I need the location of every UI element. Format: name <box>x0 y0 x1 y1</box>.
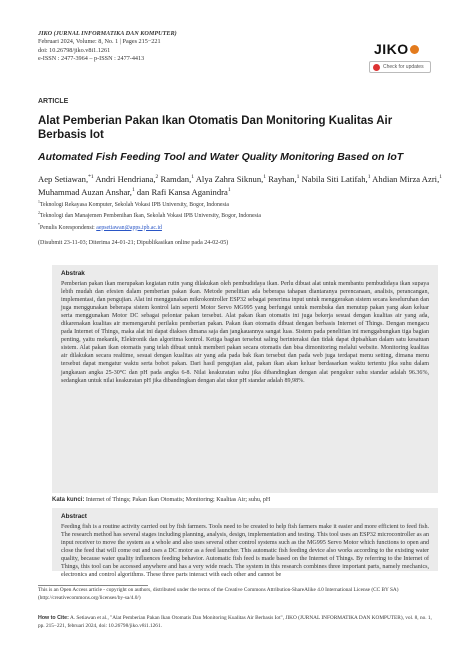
crossmark-icon <box>373 64 380 71</box>
affil-sup: 1 <box>38 200 40 204</box>
affil-text: Teknologi Rekayasa Komputer, Sekolah Vokasi IPB University, Bogor, Indonesia <box>39 201 229 208</box>
abstract-box <box>52 508 438 579</box>
author: Ramdan, <box>158 173 192 184</box>
author: Aep Setiawan, <box>38 173 89 184</box>
article-type-label: ARTICLE <box>38 98 69 105</box>
journal-name: JIKO (JURNAL INFORMATIKA DAN KOMPUTER) <box>38 30 177 37</box>
citation-note <box>38 615 438 630</box>
corresponding-author <box>38 221 448 232</box>
keywords-line <box>52 497 270 503</box>
submission-dates: (Disubmit 23-11-03; Diterima 24-01-21; Dipublikasikan online pada 24-02-05) <box>38 240 229 246</box>
check-updates-label: Check for updates <box>383 64 424 70</box>
logo-dot-icon <box>410 45 419 54</box>
affil-text: Teknologi dan Manajemen Pembenihan Ikan, Sekolah Vokasi IPB University, Bogor, Indonesia <box>39 213 262 220</box>
corr-label: Penulis Korespondensi: <box>39 224 97 231</box>
author-sup: 1 <box>263 174 267 180</box>
article-title-id: Alat Pemberian Pakan Ikan Otomatis Dan Monitoring Kualitas Air Berbasis Iot <box>38 115 393 141</box>
license-note: This is an Open Access article - copyright on authors, distributed under the terms of the Creative Commons Attribution-ShareAlike 4.0 International License (CC BY SA) (http://creativecommons.org/licenses/by-sa/4.0/) <box>38 587 399 601</box>
author-sup: 1 <box>367 174 371 180</box>
abstract-text: Feeding fish is a routine activity carried out by fish farmers. Tools need to be created to help fish farmers make it easier and more efficient to feed fish. The research method has several stages including planning, analysis, design, implementation and testing. This tool uses an ESP32 microcontroller as an input receiver to move the system as a whole and also uses several other control systems such as the MG995 Servo Motor which functions to open and close the feed that will come out and uses a DC motor as a feed launcher. This automatic fish feeding device also works according to the existing water quality, because water quality influences feeding behavior. Automatic fish feed is made based on the Internet of Things. By referring to the Internet of Things, this tool can be accessed anywhere and has a very wide reach. The system in this research combines three important parts, namely mechanics, electronics and control algorithms. These three parts interact with each other and cannot be <box>61 524 429 579</box>
author-sup: 1 <box>439 174 443 180</box>
affiliations <box>38 198 448 232</box>
journal-header <box>38 30 338 63</box>
author-sup: 1 <box>191 174 195 180</box>
author: Andri Hendriana, <box>93 173 156 184</box>
author: Rayhan, <box>266 173 297 184</box>
affiliation-2 <box>38 209 448 220</box>
author-list <box>38 172 448 199</box>
logo-area <box>374 41 440 73</box>
logo-text: JIKO <box>374 41 409 57</box>
corr-email-link[interactable]: aepsetiawan@apps.ipb.ac.id <box>96 224 162 231</box>
cite-label: How to Cite: <box>38 615 69 621</box>
journal-issn: e-ISSN : 2477-3964 – p-ISSN : 2477-4413 <box>38 54 145 62</box>
author: Nabila Siti Latifah, <box>299 173 368 184</box>
author-sup: 2 <box>155 174 159 180</box>
author: Muhammad Auzan Anshar, <box>38 187 132 198</box>
author-sup: 1 <box>131 187 135 194</box>
footnote-divider <box>38 585 148 586</box>
author: Alya Zahra Siknun, <box>194 173 264 184</box>
journal-issue: Februari 2024, Volume: 8, No. 1 | Pages 215−221 <box>38 38 161 46</box>
article-title-en: Automated Fish Feeding Tool and Water Quality Monitoring Based on IoT <box>38 151 404 163</box>
affiliation-1 <box>38 198 448 209</box>
author-sup: 1 <box>227 187 231 194</box>
author-sup: *1 <box>88 174 94 180</box>
abstract-title: Abstract <box>61 513 87 520</box>
keywords-label: Kata kunci: <box>52 497 85 503</box>
journal-doi[interactable]: doi: 10.26798/jiko.v8i1.1261 <box>38 46 111 54</box>
cite-text: A. Setiawan et al., "Alat Pemberian Pakan Ikan Otomatis Dan Monitoring Kualitas Air Berbasis Iot", JIKO (JURNAL INFORMATIKA DAN KOMPUTER), vol. 8, no. 1, pp. 215−221, februari 2024, doi: 10.26798/jiko.v8i1.1261. <box>38 615 432 629</box>
author: Ahdian Mirza Azri, <box>370 173 440 184</box>
jiko-logo <box>374 41 440 57</box>
abstrak-title: Abstrak <box>61 270 85 277</box>
author: dan Rafi Kansa Aganindra <box>134 187 228 198</box>
abstrak-box <box>52 265 438 493</box>
keywords-text: Internet of Things; Pakan Ikan Otomatis; Monitoring; Kualitas Air; suhu, pH <box>84 497 271 503</box>
affil-sup: 2 <box>38 211 40 216</box>
check-for-updates-button[interactable] <box>369 61 431 73</box>
corr-sup: * <box>38 222 40 227</box>
abstrak-text: Pemberian pakan ikan merupakan kegiatan rutin yang dilakukan oleh pembudidaya ikan. Perlu dibuat alat untuk membantu pembudidaya ikan supaya lebih mudah dan efesien dalam pemberian pakan ikan. Metode penelitian ada beberapa tahapan diantaranya perencanaan, analisis, perancangan, implementasi, dan pengujian. Alat ini menggunakan mikrokontroller ESP32 sebagai penerima input untuk menggerakan sistem secara keseluruhan dan juga menggunakan beberapa sistem kontrol lain seperti Motor Servo MG995 yang berfungsi untuk membuka dan menutup pakan yang akan keluar serta menggunakan Motor DC sebagai pelontar pakan tersebut. Alat pakan ikan otomatis ini juga bekerja sesuai dengan kualitas air yang ada, dikarenakan kualitas air memengaruhi perilaku pemberian pakan. Pakan ikan otomatis dibuat dengan berbasis Internet of Things. Dengan mengacu pada Internet of Things, maka alat ini dapat diakses dimana saja dan jangkauannya sangat luas. Sistem pada penelitian ini menggabungkan tiga bagian penting, yaitu mekanik, Elektronik dan algoritma kontrol. Ketiga bagian tersebut saling berinteraksi dan tidak dapat dipisahkan dalam satu kesatuan sistem. Alat pakan ikan otomatis yang telah dibuat untuk memberi pakan secara otomatis dan bisa dimonitoring melalui website. Monitoring kualitas air dilakukan secara realtime, sesuai dengan kualitas air yang ada pada bak ikan tersebut dan pada web juga terdapat menu setting, dimana menu tersebut dapat mengatur waktu serta bobot pakan. Dari hasil pengujian alat, pakan ikan akan keluar berdasarkan waktu tertentu jika suhu dalam jangkauan angka 25-30°C dan pH pada angka 6-8. Nilai keakuratan suhu jika dibandingkan dengan alat pengukur suhu standar adalah 96.36%, sedangkan untuk nilai keakuratan pH jika dibandingkan dengan alat ukur pH standar adalah 89,98%. <box>61 281 429 384</box>
author-sup: 1 <box>296 174 300 180</box>
